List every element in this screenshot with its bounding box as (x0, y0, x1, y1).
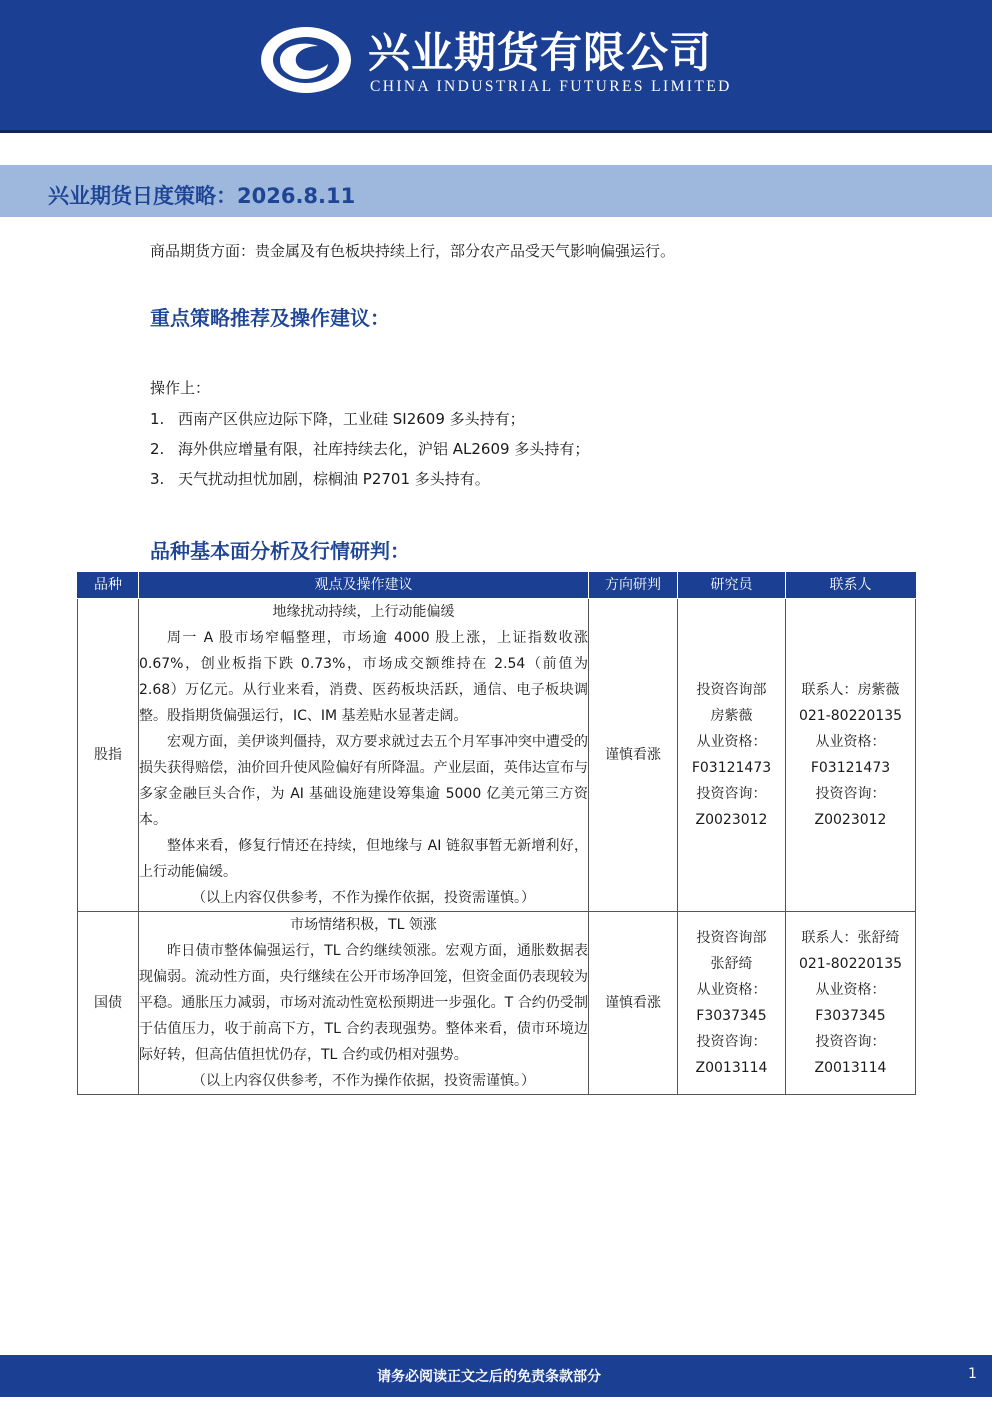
list-item: 3. 天气扰动担忧加剧，棕榈油 P2701 多头持有。 (150, 470, 490, 488)
qualification-label: 从业资格： (815, 734, 886, 750)
footer-disclaimer-notice: 请务必阅读正文之后的免责条款部分 (377, 1369, 601, 1385)
consulting-label: 投资咨询： (696, 1034, 767, 1050)
list-item: 2. 海外供应增量有限，社库持续去化，沪铝 AL2609 多头持有； (150, 440, 590, 458)
column-header: 研究员 (678, 572, 786, 599)
intro-text: 商品期货方面：贵金属及有色板块持续上行，部分农产品受天气影响偏强运行。 (150, 242, 676, 260)
disclaimer-text: （以上内容仅供参考，不作为操作依据，投资需谨慎。） (192, 1073, 535, 1089)
column-header: 方向研判 (589, 572, 678, 599)
ops-label: 操作上： (150, 379, 211, 397)
view-paragraph: 整体来看，修复行情还在持续，但地缘与 AI 链叙事暂无新增利好，上行动能偏缓。 (139, 838, 588, 880)
company-name-cn: 兴业期货有限公司 (368, 28, 713, 77)
view-title: 地缘扰动持续，上行动能偏缓 (272, 604, 455, 620)
researcher-name: 张舒绮 (710, 956, 753, 972)
analysis-heading: 品种基本面分析及行情研判： (150, 539, 410, 563)
view-paragraph: 周一 A 股市场窄幅整理，市场逾 4000 股上涨，上证指数收涨 0.67%，创业板指下跌 0.73%，市场成交额维持在 2.54（前值为 2.68）万亿元。从行业来看，消费、医药板块活跃，通信、电子板块调整。股指期货偏强运行，IC、IM 基差贴水显著走阔。 (139, 630, 588, 724)
table-row (78, 599, 916, 912)
consulting-number: Z0013114 (814, 1060, 887, 1076)
contact-name: 联系人：房紫薇 (801, 682, 900, 698)
qualification-number: F03121473 (691, 760, 772, 776)
header-divider (0, 130, 992, 133)
analysis-table (77, 572, 916, 1095)
qualification-number: F03121473 (810, 760, 891, 776)
consulting-label: 投资咨询： (815, 786, 886, 802)
table-header-row (78, 572, 916, 599)
researcher-cell (678, 599, 786, 912)
consulting-label: 投资咨询： (815, 1034, 886, 1050)
variety-cell: 国债 (78, 912, 139, 1095)
contact-phone: 021-80220135 (798, 708, 903, 724)
variety-cell: 股指 (78, 599, 139, 912)
company-name-en: CHINA INDUSTRIAL FUTURES LIMITED (370, 78, 732, 95)
view-title: 市场情绪积极，TL 领涨 (290, 917, 437, 933)
table-row (78, 912, 916, 1095)
ops-list (150, 404, 589, 494)
view-cell (139, 912, 589, 1095)
consulting-number: Z0013114 (695, 1060, 768, 1076)
qualification-number: F3037345 (696, 1008, 767, 1024)
view-paragraph: 宏观方面，美伊谈判僵持，双方要求就过去五个月军事冲突中遭受的损失获得赔偿，油价回升使风险偏好有所降温。产业层面，英伟达宣布与多家金融巨头合作，为 AI 基础设施建设筹集逾 5000 亿美元第三方资本。 (139, 734, 588, 828)
strategy-heading: 重点策略推荐及操作建议： (150, 306, 390, 330)
page-number: 1 (968, 1366, 977, 1382)
disclaimer-text: （以上内容仅供参考，不作为操作依据，投资需谨慎。） (192, 890, 535, 906)
view-cell (139, 599, 589, 912)
contact-phone: 021-80220135 (798, 956, 903, 972)
consulting-number: Z0023012 (814, 812, 887, 828)
researcher-dept: 投资咨询部 (696, 682, 767, 698)
direction-cell: 谨慎看涨 (589, 912, 678, 1095)
researcher-dept: 投资咨询部 (696, 930, 767, 946)
page-title: 兴业期货日度策略：2026.8.11 (48, 184, 356, 208)
view-paragraph: 昨日债市整体偏强运行，TL 合约继续领涨。宏观方面，通胀数据表现偏弱。流动性方面，央行继续在公开市场净回笼，但资金面仍表现较为平稳。通胀压力减弱，市场对流动性宽松预期进一步强化。T 合约仍受制于估值压力，收于前高下方，TL 合约表现强势。整体来看，债市环境边际好转，但高估值担忧仍存，TL 合约或仍相对强势。 (139, 943, 588, 1063)
column-header: 联系人 (786, 572, 916, 599)
column-header: 品种 (78, 572, 139, 599)
qualification-label: 从业资格： (696, 982, 767, 998)
column-header: 观点及操作建议 (139, 572, 589, 599)
contact-cell (786, 912, 916, 1095)
contact-name: 联系人：张舒绮 (801, 930, 900, 946)
consulting-label: 投资咨询： (696, 786, 767, 802)
qualification-number: F3037345 (815, 1008, 886, 1024)
consulting-number: Z0023012 (695, 812, 768, 828)
qualification-label: 从业资格： (815, 982, 886, 998)
direction-cell: 谨慎看涨 (589, 599, 678, 912)
contact-cell (786, 599, 916, 912)
researcher-name: 房紫薇 (710, 708, 753, 724)
list-item: 1. 西南产区供应边际下降，工业硅 SI2609 多头持有； (150, 410, 525, 428)
researcher-cell (678, 912, 786, 1095)
company-logo-icon (258, 24, 354, 96)
qualification-label: 从业资格： (696, 734, 767, 750)
